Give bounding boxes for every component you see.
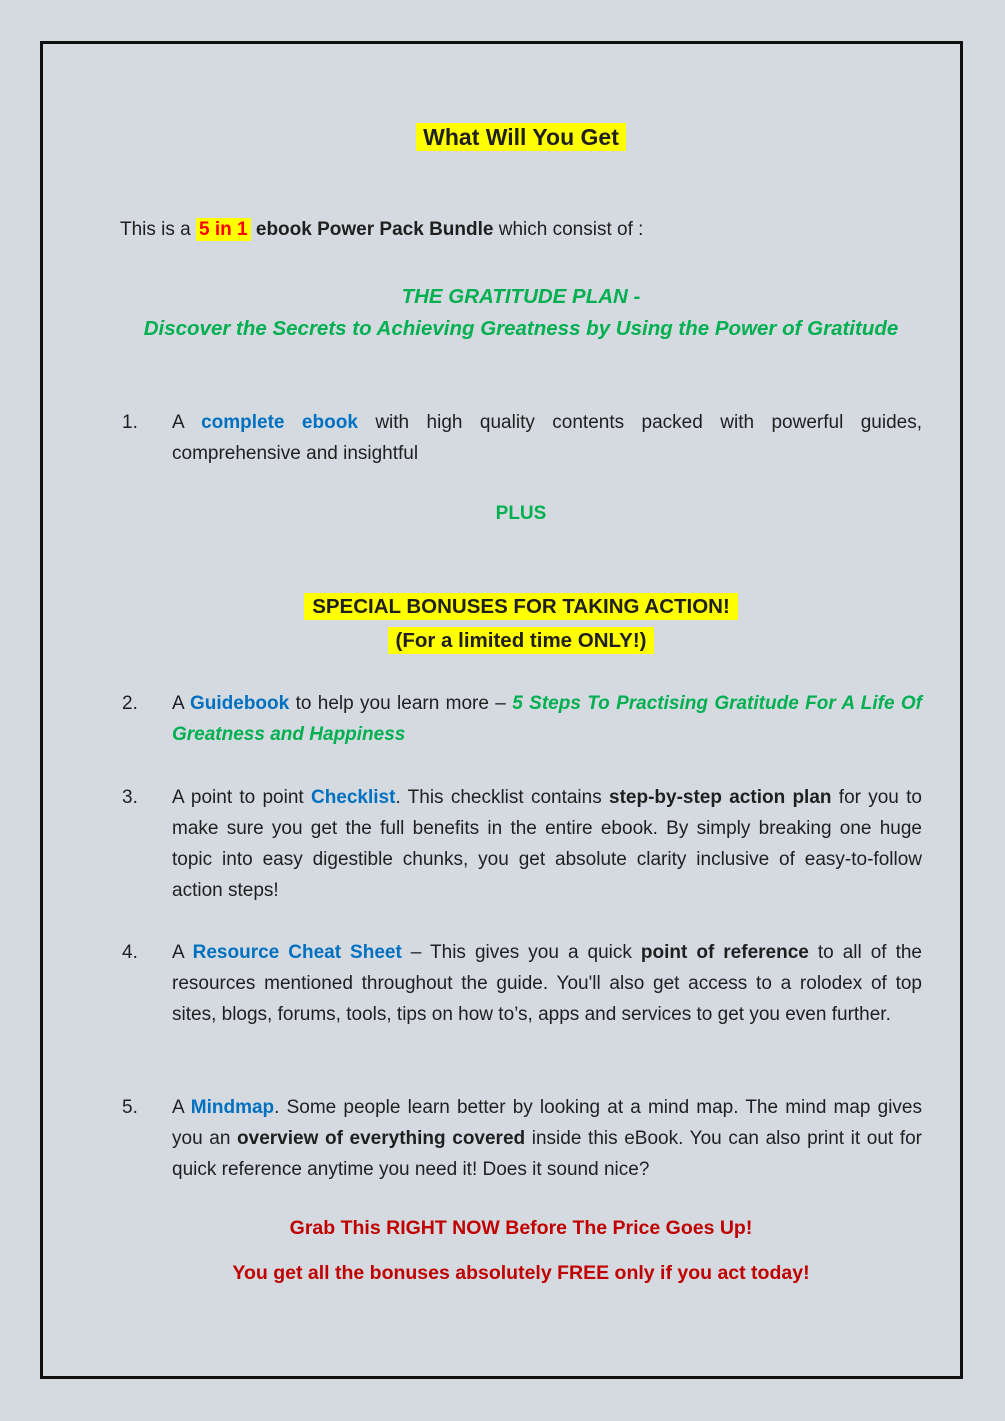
text-segment: . Some people learn better by looking at a mind map. The mind map gives you an	[172, 1097, 923, 1149]
item-text	[172, 688, 922, 750]
intro-post: which consist of :	[493, 219, 644, 240]
bonus-banner	[120, 590, 922, 658]
product-heading-line2: Discover the Secrets to Achieving Greatness by Using the Power of Gratitude	[143, 317, 899, 340]
footer-bonus-offer: You get all the bonuses absolutely FREE only if you act today!	[232, 1262, 810, 1284]
text-segment: to help you learn more –	[289, 693, 513, 714]
page-title	[120, 119, 922, 155]
text-segment-bold: step-by-step action plan	[609, 787, 832, 808]
list-item-5	[120, 1092, 922, 1185]
item-number: 2.	[122, 693, 138, 714]
item-text	[172, 1092, 922, 1185]
text-segment: A	[172, 693, 190, 714]
text-segment: for you to make sure you get the full benefits in the entire ebook. By simply breaking one huge topic into easy digestible chunks, you get absolute clarity inclusive of easy-to-follow action steps!	[172, 787, 922, 901]
text-segment-green: 5 Steps To Practising Gratitude For A Life Of Greatness and Happiness	[172, 693, 922, 745]
text-segment: to all of the resources mentioned throughout the guide. You'll also get access to a rolodex of top sites, blogs, forums, tools, tips on how to’s, apps and services to get you even further.	[172, 942, 922, 1025]
bonus-banner-line1-highlight: SPECIAL BONUSES FOR TAKING ACTION!	[304, 593, 738, 620]
text-segment: with high quality contents packed with powerful guides, comprehensive and insightful	[172, 412, 923, 464]
item-text	[172, 937, 922, 1030]
bonus-banner-line2	[120, 624, 922, 658]
intro-bold: ebook Power Pack Bundle	[250, 219, 494, 240]
plus-label: PLUS	[495, 503, 547, 524]
list-item-3	[120, 782, 922, 906]
item-number: 5.	[122, 1097, 138, 1118]
item-text	[172, 407, 922, 469]
text-segment: inside this eBook. You can also print it out for quick reference anytime you need it! Does it sound nice?	[172, 1128, 923, 1180]
text-segment-bold: overview of everything covered	[237, 1128, 526, 1149]
text-segment: A	[172, 412, 202, 433]
text-segment: A	[172, 1097, 191, 1118]
text-segment: A	[172, 942, 193, 963]
footer-price-warning: Grab This RIGHT NOW Before The Price Goes Up!	[289, 1217, 753, 1239]
bonus-banner-line1	[120, 590, 922, 624]
list-item-1	[120, 407, 922, 469]
bonus-banner-line2-highlight: (For a limited time ONLY!)	[388, 627, 655, 654]
text-segment-blue: Resource Cheat Sheet	[192, 942, 402, 963]
text-segment-blue: Guidebook	[189, 693, 290, 714]
text-segment-blue: complete ebook	[201, 412, 358, 433]
intro-pre: This is a	[120, 219, 197, 240]
item-number: 4.	[122, 942, 138, 963]
list-item-2	[120, 688, 922, 750]
item-number: 1.	[122, 412, 138, 433]
product-heading	[120, 281, 922, 345]
text-segment: A point to point	[172, 787, 311, 808]
page-title-highlight: What Will You Get	[416, 123, 626, 151]
list-item-4	[120, 937, 922, 1030]
intro-highlight-5in1: 5 in 1	[196, 218, 251, 241]
product-heading-line1: THE GRATITUDE PLAN -	[401, 285, 641, 308]
item-number: 3.	[122, 787, 138, 808]
text-segment: – This gives you a quick	[401, 942, 641, 963]
text-segment-blue: Mindmap	[190, 1097, 275, 1118]
intro-line	[120, 217, 922, 243]
text-segment-blue: Checklist	[310, 787, 396, 808]
item-text	[172, 782, 922, 906]
text-segment-bold: point of reference	[640, 942, 809, 963]
text-segment: . This checklist contains	[395, 787, 609, 808]
